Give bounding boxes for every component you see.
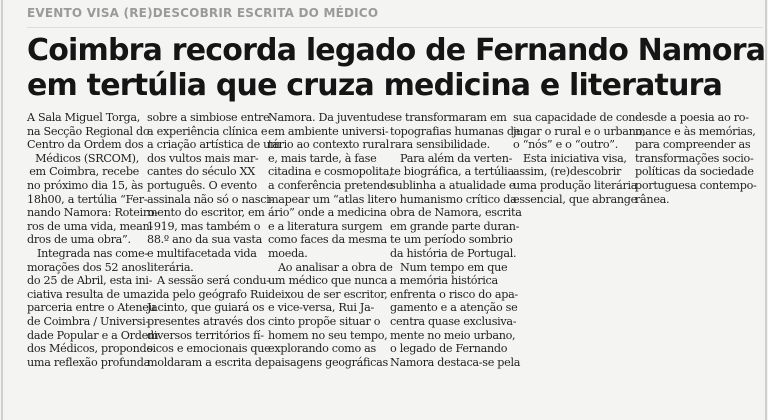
article-paragraphs — [390, 111, 522, 369]
text-line: e multifacetada vida — [147, 246, 257, 260]
text-line: dade Popular e a Ordem — [27, 328, 159, 342]
text-line: do 25 de Abril, esta ini- — [27, 274, 153, 288]
article-column-6 — [635, 111, 757, 206]
text-line: Esta iniciativa visa, — [523, 151, 627, 165]
text-line: uma reflexão profunda — [27, 355, 150, 369]
text-line: a conferência pretende — [268, 178, 394, 192]
text-line: tário ao contexto rural — [268, 138, 390, 152]
text-line: ciativa resulta de uma — [27, 287, 147, 301]
text-line: o “nós” e o “outro”. — [513, 138, 618, 152]
text-line: mente no meio urbano, — [390, 328, 516, 342]
text-line: dros de uma obra”. — [27, 233, 131, 247]
text-line: ros de uma vida, mean- — [27, 219, 153, 233]
text-line: essencial, que abrange — [513, 192, 637, 206]
text-line: zida pelo geógrafo Rui — [147, 287, 269, 301]
text-line: o humanismo crítico da — [390, 192, 517, 206]
text-line: moldaram a escrita de — [147, 355, 268, 369]
text-line: a memória histórica — [390, 274, 498, 288]
section-rubric: EVENTO VISA (RE)DESCOBRIR ESCRITA DO MÉDICO — [27, 6, 379, 20]
text-line: deixou de ser escritor, — [268, 287, 388, 301]
text-line: Jacinto, que guiará os — [147, 301, 265, 315]
text-line: 18h00, a tertúlia “Fer- — [27, 192, 148, 206]
text-line: paisagens geográficas — [268, 355, 388, 369]
text-line: rânea. — [635, 192, 670, 206]
text-line: em Coimbra, recebe — [29, 165, 139, 179]
text-line: 88.º ano da sua vasta — [147, 233, 262, 247]
text-line: 1919, mas também o — [147, 219, 261, 233]
article-column-1 — [27, 111, 159, 369]
article-paragraphs — [635, 111, 757, 206]
article-paragraphs — [27, 111, 159, 369]
text-line: sublinha a atualidade e — [390, 178, 516, 192]
text-line: A Sala Miguel Torga, — [27, 111, 140, 124]
text-line: portuguesa contempo- — [635, 178, 757, 192]
text-line: mance e às memórias, — [635, 124, 756, 138]
text-line: te um período sombrio — [390, 233, 513, 247]
text-line: explorando como as — [268, 342, 376, 356]
text-line: Para além da verten- — [400, 151, 513, 165]
text-line: jugar o rural e o urbano, — [513, 124, 646, 138]
text-line: desde a poesia ao ro- — [635, 111, 749, 124]
headline-line-1: Coimbra recorda legado de Fernando Namora — [27, 33, 766, 68]
text-line: rara sensibilidade. — [390, 138, 490, 152]
text-line: políticas da sociedade — [635, 165, 754, 179]
article-paragraphs — [513, 111, 646, 206]
text-line: Centro da Ordem dos — [27, 138, 144, 152]
rubric-divider — [27, 27, 763, 28]
text-line: Namora destaca-se pela — [390, 355, 521, 369]
text-line: a experiência clínica e — [147, 124, 268, 138]
text-line: Integrada nas come- — [37, 246, 148, 260]
text-line: sicos e emocionais que — [147, 342, 271, 356]
text-line: citadina e cosmopolita, — [268, 165, 393, 179]
text-line: presentes através dos — [147, 314, 265, 328]
text-line: Namora. Da juventude — [268, 111, 391, 124]
text-line: dos vultos mais mar- — [147, 151, 259, 165]
text-line: sua capacidade de con- — [513, 111, 639, 124]
text-line: de Coimbra / Universi- — [27, 314, 149, 328]
text-line: se transformaram em — [390, 111, 507, 124]
text-line: moeda. — [268, 246, 308, 260]
article-column-2 — [147, 111, 281, 369]
text-line: topografias humanas de — [390, 124, 521, 138]
text-line: A sessão será condu- — [157, 274, 270, 288]
text-line: o legado de Fernando — [390, 342, 508, 356]
text-line: como faces da mesma — [268, 233, 387, 247]
text-line: gamento e a atenção se — [390, 301, 518, 315]
article-paragraphs — [268, 111, 394, 369]
article-column-5 — [513, 111, 646, 206]
text-line: Médicos (SRCOM), — [35, 151, 139, 165]
text-line: Ao analisar a obra de — [278, 260, 393, 274]
text-line: transformações socio- — [635, 151, 754, 165]
text-line: em ambiente universi- — [268, 124, 389, 138]
article-column-4 — [390, 111, 522, 369]
headline — [27, 33, 765, 103]
text-line: dos Médicos, propondo — [27, 342, 153, 356]
article-column-3 — [268, 111, 394, 369]
text-line: diversos territórios fí- — [147, 328, 264, 342]
text-line: em grande parte duran- — [390, 219, 520, 233]
text-line: para compreender as — [635, 138, 751, 152]
text-line: enfrenta o risco do apa- — [390, 287, 518, 301]
text-line: a criação artística de um — [147, 138, 281, 152]
text-line: mapear um “atlas liter- — [268, 192, 393, 206]
text-line: português. O evento — [147, 178, 257, 192]
text-line: Num tempo em que — [400, 260, 508, 274]
text-line: homem no seu tempo, — [268, 328, 388, 342]
text-line: na Secção Regional do — [27, 124, 150, 138]
text-line: no próximo dia 15, às — [27, 178, 143, 192]
text-line: parceria entre o Ateneu — [27, 301, 156, 315]
headline-line-2: em tertúlia que cruza medicina e literatura — [27, 68, 723, 103]
text-line: mento do escritor, em — [147, 206, 265, 220]
text-line: cinto propõe situar o — [268, 314, 381, 328]
text-line: cantes do século XX — [147, 165, 255, 179]
text-line: da história de Portugal. — [390, 246, 517, 260]
text-line: assim, (re)descobrir — [513, 165, 622, 179]
text-line: te biográfica, a tertúlia — [390, 165, 514, 179]
text-line: literária. — [147, 260, 194, 274]
text-line: obra de Namora, escrita — [390, 206, 522, 220]
text-line: um médico que nunca — [268, 274, 388, 288]
text-line: sobre a simbiose entre — [147, 111, 270, 124]
text-line: assinala não só o nasci- — [147, 192, 273, 206]
text-line: e vice-versa, Rui Ja- — [268, 301, 374, 315]
text-line: nando Namora: Roteiro- — [27, 206, 158, 220]
text-line: centra quase exclusiva- — [390, 314, 517, 328]
article-paragraphs — [147, 111, 281, 369]
text-line: uma produção literária — [513, 178, 638, 192]
text-line: e, mais tarde, à fase — [268, 151, 377, 165]
text-line: ário” onde a medicina — [268, 206, 387, 220]
text-line: e a literatura surgem — [268, 219, 383, 233]
text-line: morações dos 52 anos — [27, 260, 147, 274]
